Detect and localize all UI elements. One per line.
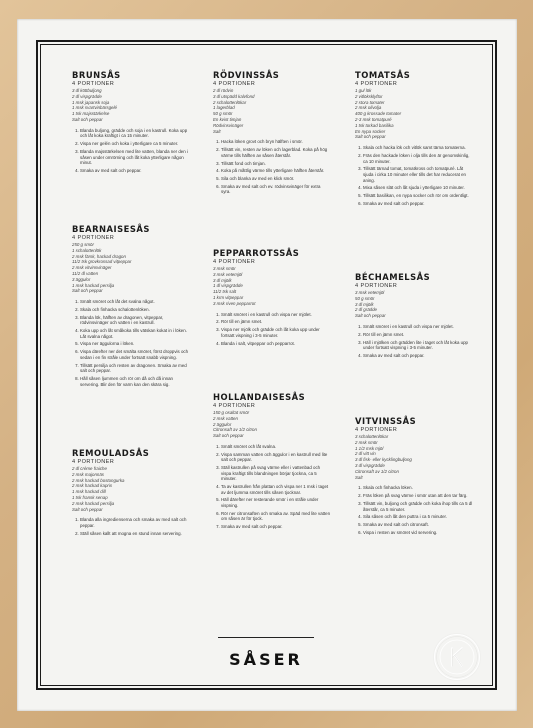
step: 3. Tillsätt vin, buljong och grädde och koka ihop tills ca 5 dl återstår, ca 5 minuter. bbox=[363, 501, 473, 512]
ingredient-list bbox=[355, 434, 473, 480]
step: 5. Tillsätt basilikan, en nypa socker och rör om ordentligt. bbox=[363, 193, 473, 199]
step-list bbox=[72, 128, 190, 174]
ingredient: 1 gul lök bbox=[355, 88, 372, 93]
ingredient: 2 msk vatten bbox=[213, 415, 238, 421]
step: 6. Vispa därefter ner det smälta smöret, först droppvis och sedan i en fin stråle under fortsatt snabb vispning. bbox=[80, 349, 190, 360]
recipe-title: TOMATSÅS bbox=[355, 70, 411, 80]
ingredient: 2 msk smör bbox=[355, 439, 378, 445]
step: 4. Ta av kastrullen från plattan och vispa ner 1 msk i taget av det ljumma smöret tills såsen tjocknar. bbox=[221, 484, 331, 495]
step: 1. Skala och hacka lök och vitlök samt tärna tomaterna. bbox=[363, 145, 473, 151]
ingredient-list bbox=[213, 266, 331, 307]
ingredient-list bbox=[213, 410, 331, 439]
ingredient: 11/2 tsk salt bbox=[213, 289, 237, 295]
step: 2. Rör till en jämn smet. bbox=[221, 319, 331, 325]
step: 4. Blanda i salt, vitpeppar och pepparrot. bbox=[221, 341, 331, 347]
step: 3. Häll i mjölken och grädden lite i taget och låt koka upp under fortsatt vispning i 3-5 minuter. bbox=[363, 340, 473, 351]
step: 7. Tillsätt persilja och resten av dragonen. Smaka av med salt och peppar. bbox=[80, 363, 190, 374]
ingredient: 2 msk vitvinsvinäger bbox=[72, 265, 112, 271]
ingredient: 2 vitlöksklyftor bbox=[355, 93, 383, 99]
recipe-vitvinssas bbox=[355, 416, 473, 538]
step: 2. Fräs den hackade löken i olja tills den är genomskinlig, ca 10 minuter. bbox=[363, 153, 473, 164]
step: 6. Smaka av med salt och peppar. bbox=[363, 201, 473, 207]
recipe-portions: 4 PORTIONER bbox=[72, 235, 115, 241]
ingredient-list bbox=[72, 242, 190, 294]
poster-title: SÅSER bbox=[229, 650, 303, 669]
step: 3. Tillsätt fond och timjan. bbox=[221, 161, 331, 167]
step: 2. Skala och finhacka schalottenlöken. bbox=[80, 307, 190, 313]
ingredient: Citronsaft av 1/2 citron bbox=[213, 427, 257, 433]
recipe-portions: 4 PORTIONER bbox=[213, 259, 256, 265]
recipe-title: VITVINSSÅS bbox=[355, 416, 417, 426]
ingredient: 2-3 msk tomatpuré bbox=[355, 116, 392, 122]
ingredient: 2 msk färsk, hackad dragon bbox=[72, 253, 126, 259]
ingredient: 2 äggulor bbox=[213, 421, 232, 427]
ingredient: 11/2 dl vatten bbox=[72, 270, 99, 276]
embossed-logo-stamp-icon bbox=[434, 634, 480, 680]
step: 5. Häll därefter ner resterande smör i en stråle under vispning. bbox=[221, 497, 331, 508]
step: 8. Håll såsen ljummen och rör om då och då innan servering. Blir den för varm kan den skära sig. bbox=[80, 376, 190, 387]
ingredient: Salt och peppar bbox=[72, 116, 103, 122]
recipe-portions: 4 PORTIONER bbox=[72, 459, 115, 465]
ingredient: 1 msk hackad dill bbox=[72, 489, 106, 495]
ingredient: 2 msk hackad persilja bbox=[72, 500, 115, 506]
ingredient: 2 dl grädde bbox=[355, 307, 377, 313]
step: 1. Skala och finhacka löken. bbox=[363, 485, 473, 491]
step: 4. Mixa såsen slät och låt sjuda i ytterligare 10 minuter. bbox=[363, 185, 473, 191]
ingredient-list bbox=[213, 88, 331, 134]
recipe-title: BRUNSÅS bbox=[72, 70, 121, 80]
ingredient: 1 krm vitpeppar bbox=[213, 294, 244, 300]
recipe-hollandaisesas bbox=[213, 392, 331, 532]
step: 4. Koka på måttlig värme tills ytterligare hälften återstår. bbox=[221, 168, 331, 174]
step: 4. Koka upp och låt småkoka tills vätskan kokat in i löken. Låt svalna något. bbox=[80, 328, 190, 339]
ingredient: 1 1/2 msk mjöl bbox=[355, 445, 384, 451]
ingredient: 2 msk hackad bostongurka bbox=[72, 477, 125, 483]
ingredient: 1 tsk majsstärkelse bbox=[72, 111, 110, 117]
ingredient: 1 tsk fransk senap bbox=[72, 494, 108, 500]
step-list bbox=[355, 324, 473, 359]
ingredient: 150 g osaltat smör bbox=[213, 410, 250, 415]
ingredient: 3 msk vetemjöl bbox=[213, 271, 243, 277]
ingredient: 2 dl crème fraiche bbox=[72, 466, 107, 471]
step-list bbox=[72, 517, 190, 536]
step: 3. Blanda lök, hälften av dragonen, vitpeppar, rödvinsvinäger och vatten i en kastrull. bbox=[80, 315, 190, 326]
recipe-title: RÖDVINSSÅS bbox=[213, 70, 280, 80]
ingredient: 3 dl vispgrädde bbox=[355, 462, 385, 468]
step: 2. Vispa samman vatten och äggulor i en kastrull med lite salt och peppar. bbox=[221, 452, 331, 463]
ingredient: 2 stora tomater bbox=[355, 99, 385, 105]
ingredient: 400 g krossade tomater bbox=[355, 111, 402, 117]
recipe-title: REMOULADSÅS bbox=[72, 448, 150, 458]
step: 5. Smaka av med salt och citronsaft. bbox=[363, 522, 473, 528]
step: 2. Tillsätt vin, resten av löken och lagerblad. Koka på hög värme tills hälften av såsen återstår. bbox=[221, 147, 331, 158]
ingredient: 2 msk majonnäs bbox=[72, 471, 104, 477]
ingredient-list bbox=[355, 88, 473, 140]
recipe-title: BEARNAISESÅS bbox=[72, 224, 150, 234]
recipe-portions: 4 PORTIONER bbox=[72, 81, 115, 87]
step: 2. Rör till en jämn smet. bbox=[363, 332, 473, 338]
ingredient: 2 dl rödvin bbox=[213, 88, 234, 93]
recipe-bechamelsas bbox=[355, 272, 473, 361]
step: 6. Vispa i resten av smöret vid servering. bbox=[363, 530, 473, 536]
ingredient: 3 dl utspädd kalvfond bbox=[213, 93, 255, 99]
step-list bbox=[213, 139, 331, 195]
recipe-portions: 4 PORTIONER bbox=[355, 427, 398, 433]
ingredient: Salt bbox=[355, 474, 363, 480]
ingredient: 3 schalottenlökar bbox=[355, 434, 389, 439]
ingredient: 250 g smör bbox=[72, 242, 94, 247]
step-list bbox=[355, 485, 473, 535]
step: 1. Smält smöret och låt svalna. bbox=[221, 444, 331, 450]
ingredient: 1 tsk torkad basilika bbox=[355, 122, 394, 128]
step: 1. Smält smöret och låt det svalna något. bbox=[80, 299, 190, 305]
step: 1. Blanda alla ingredienserna och smaka av med salt och peppar. bbox=[80, 517, 190, 528]
ingredient: 2 msk olivolja bbox=[355, 105, 382, 111]
ingredient: 3 dl mjölk bbox=[213, 277, 232, 283]
recipe-portions: 4 PORTIONER bbox=[213, 403, 256, 409]
step: 3. Ställ kastrullen på svag värme eller i vattenbad och vispa kraftigt tills blandningen börjar tjockna, ca 5 minuter. bbox=[221, 465, 331, 482]
step: 7. Smaka av med salt och peppar. bbox=[221, 524, 331, 530]
ingredient: 1 dl vispgrädde bbox=[213, 283, 243, 289]
ingredient: 3 dl fisk- eller kycklingbuljong bbox=[355, 457, 412, 463]
step: 6. Smaka av med salt och ev. rödvinsvinäger för extra syra. bbox=[221, 184, 331, 195]
ingredient: 1 lagerblad bbox=[213, 105, 235, 111]
ingredient: Salt och peppar bbox=[355, 313, 386, 319]
step: 2. Vispa ner gelén och koka i ytterligare ca 5 minuter. bbox=[80, 141, 190, 147]
step: 2. Ställ såsen kallt att mogna en stund innan servering. bbox=[80, 531, 190, 537]
step: 3. Vispa ner mjölk och grädde och låt koka upp under fortsatt vispning i 3-5 minuter. bbox=[221, 327, 331, 338]
ingredient-list bbox=[355, 290, 473, 319]
recipe-title: BÉCHAMELSÅS bbox=[355, 272, 431, 282]
ingredient-list bbox=[72, 466, 190, 512]
ingredient: 3 dl köttbuljong bbox=[72, 88, 102, 93]
recipe-brunsas bbox=[72, 70, 190, 176]
step: 3. Blanda majsstärkelsen med lite vatten, blanda ner den i såsen under omrörning och låt koka ytterligare någon minut. bbox=[80, 149, 190, 166]
recipe-portions: 4 PORTIONER bbox=[213, 81, 256, 87]
ingredient: 3 msk vetemjöl bbox=[355, 290, 385, 295]
ingredient: Salt och peppar bbox=[213, 433, 244, 439]
step: 5. Vispa ner äggulorna i löken. bbox=[80, 341, 190, 347]
step: 4. Sila såsen och låt den puttra i ca 5 minuter. bbox=[363, 514, 473, 520]
ingredient: 1 msk svartvinbärsgelé bbox=[72, 105, 117, 111]
ingredient: Rödvinsvinäger bbox=[213, 122, 244, 128]
step: 1. Smält smöret i en kastrull och vispa ner mjölet. bbox=[221, 312, 331, 318]
ingredient: 2 msk hackad kapris bbox=[72, 483, 113, 489]
ingredient: 50 g smör bbox=[355, 295, 375, 301]
ingredient: Salt och peppar bbox=[355, 134, 386, 140]
ingredient: Salt och peppar bbox=[72, 288, 103, 294]
recipe-title: PEPPARROTSSÅS bbox=[213, 248, 300, 258]
ingredient: En kvist timjan bbox=[213, 116, 242, 122]
step: 1. Smält smöret i en kastrull och vispa ner mjölet. bbox=[363, 324, 473, 330]
ingredient: 2 dl vitt vin bbox=[355, 451, 376, 457]
ingredient: Salt och peppar bbox=[72, 506, 103, 512]
step: 1. Hacka löken grovt och bryn hälften i smör. bbox=[221, 139, 331, 145]
step: 1. Blanda buljong, grädde och soja i en kastrull. Koka upp och låt koka kraftigt i ca 15 minuter. bbox=[80, 128, 190, 139]
ingredient: 3 msk riven pepparrot bbox=[213, 300, 256, 306]
ingredient: 11/2 tsk grovkrossad vitpeppar bbox=[72, 259, 132, 265]
ingredient: 3 msk smör bbox=[213, 266, 236, 271]
title-divider bbox=[218, 637, 314, 638]
recipe-bearnaisesas bbox=[72, 224, 190, 389]
ingredient: 50 g smör bbox=[213, 111, 233, 117]
recipe-portions: 4 PORTIONER bbox=[355, 81, 398, 87]
recipe-remouladsas bbox=[72, 448, 190, 539]
recipe-portions: 4 PORTIONER bbox=[355, 283, 398, 289]
ingredient: 1 schalottenlök bbox=[72, 247, 102, 253]
ingredient: 2 dl vispgrädde bbox=[72, 93, 102, 99]
step: 4. Smaka av med salt och peppar. bbox=[80, 168, 190, 174]
step-list bbox=[72, 299, 190, 387]
ingredient: Salt bbox=[213, 128, 221, 134]
step: 4. Smaka av med salt och peppar. bbox=[363, 353, 473, 359]
recipe-title: HOLLANDAISESÅS bbox=[213, 392, 306, 402]
recipe-rodvinssas bbox=[213, 70, 331, 197]
ingredient: 3 dl mjölk bbox=[355, 301, 374, 307]
step: 2. Fräs löken på svag värme i smör utan att den tar färg. bbox=[363, 493, 473, 499]
step-list bbox=[213, 312, 331, 347]
ingredient-list bbox=[72, 88, 190, 123]
ingredient: Citronsaft av 1/2 citron bbox=[355, 468, 399, 474]
step-list bbox=[213, 444, 331, 530]
step-list bbox=[355, 145, 473, 206]
step: 5. Sila och blanka av med en klick smör. bbox=[221, 176, 331, 182]
recipe-pepparrotssas bbox=[213, 248, 331, 348]
step: 3. Tillsätt tärnad tomat, tomatkross och tomatpuré. Låt sjuda i cirka 10 minuter eller tills det har reducerat en aning. bbox=[363, 166, 473, 183]
step: 6. Rör ner citronsaften och smaka av. Späd med lite vatten om såsen är för tjock. bbox=[221, 511, 331, 522]
ingredient: 1 msk japansk soja bbox=[72, 99, 110, 105]
recipe-tomatsas bbox=[355, 70, 473, 209]
ingredient: 3 äggulor bbox=[72, 276, 91, 282]
ingredient: En nypa socker bbox=[355, 128, 386, 134]
ingredient: 2 schalottenlökar bbox=[213, 99, 247, 105]
ingredient: 1 msk hackad persilja bbox=[72, 282, 115, 288]
